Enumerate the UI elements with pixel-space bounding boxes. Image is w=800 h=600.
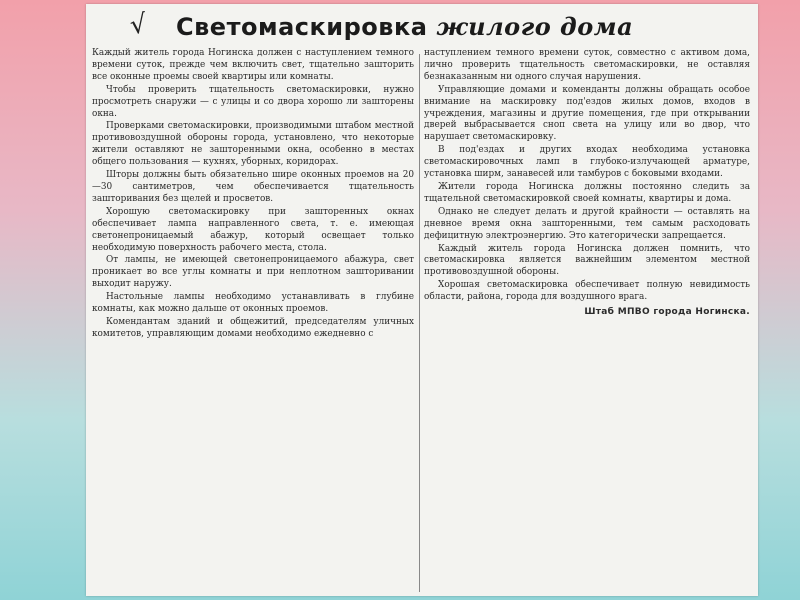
paragraph: Хорошую светомаскировку при зашторенных окнах обеспечивает лампа направленного света, т. е. имеющая светонепроницаемый абажур, который освещает только необходимую поверхность рабочего места, стола. (92, 206, 414, 253)
headline-italic: жилого дома (436, 12, 634, 41)
paragraph: Управляющие домами и коменданты должны обращать особое внимание на маскировку под'ездов жилых домов, входов в учреждения, магазины и другие помещения, где при открывании дверей выбрасывается сноп света на улицу или во двор, что нарушает светомаскировку. (424, 84, 750, 143)
paragraph: Хорошая светомаскировка обеспечивает полную невидимость области, района, города для воздушного врага. (424, 280, 750, 303)
paragraph: Проверками светомаскировки, производимыми штабом местной противовоздушной обороны города, установлено, что некоторые жители оставляют не зашторенными окна, особенно в местах общего пользования — кухнях, уборных, коридорах. (92, 121, 414, 168)
paragraph: Комендантам зданий и общежитий, председателям уличных комитетов, управляющим домами необходимо ежедневно с (92, 316, 414, 339)
column-divider (419, 54, 420, 592)
paragraph: Каждый житель города Ногинска должен помнить, что светомаскировка является важнейшим элементом местной противовоздушной обороны. (424, 243, 750, 278)
paragraph: Настольные лампы необходимо устанавливать в глубине комнаты, как можно дальше от оконных проемов. (92, 292, 414, 315)
headline (176, 12, 633, 41)
paragraph: наступлением темного времени суток, совместно с активом дома, лично проверить тщательность светомаскировки, не оставляя безнаказанным ни одного случая нарушения. (424, 48, 750, 82)
paragraph: Каждый житель города Ногинска должен с наступлением темного времени суток, прежде чем включить свет, тщательно зашторить все оконные проемы своей квартиры или комнаты. (92, 48, 414, 82)
handwritten-check-mark: √ (127, 8, 149, 42)
signature: Штаб МПВО города Ногинска. (584, 307, 750, 318)
newspaper-clipping (86, 4, 758, 596)
right-column (424, 48, 750, 596)
paragraph: От лампы, не имеющей светонепроницаемого абажура, свет проникает во все углы комнаты и при неплотном зашторивании выходит наружу. (92, 255, 414, 290)
left-column (92, 48, 414, 596)
paragraph: Однако не следует делать и другой крайности — оставлять на дневное время окна зашторенными, тем самым расходовать дефицитную электроэнергию. Это категорически запрещается. (424, 206, 750, 241)
headline-row (86, 4, 758, 48)
paragraph: Шторы должны быть обязательно шире оконных проемов на 20—30 сантиметров, чем обеспечивается тщательность зашторивания без щелей и просветов. (92, 170, 414, 204)
paragraph: Чтобы проверить тщательность светомаскировки, нужно просмотреть снаружи — с улицы и со двора хорошо ли зашторены окна. (92, 84, 414, 119)
paragraph: В под'ездах и других входах необходима установка светомаскировочных ламп в глубоко-излучающей арматуре, установка ширм, занавесей или тамбуров с боковыми входами. (424, 145, 750, 180)
paragraph: Жители города Ногинска должны постоянно следить за тщательной светомаскировкой своей комнаты, квартиры и дома. (424, 181, 750, 204)
headline-bold: Светомаскировка (176, 13, 428, 41)
